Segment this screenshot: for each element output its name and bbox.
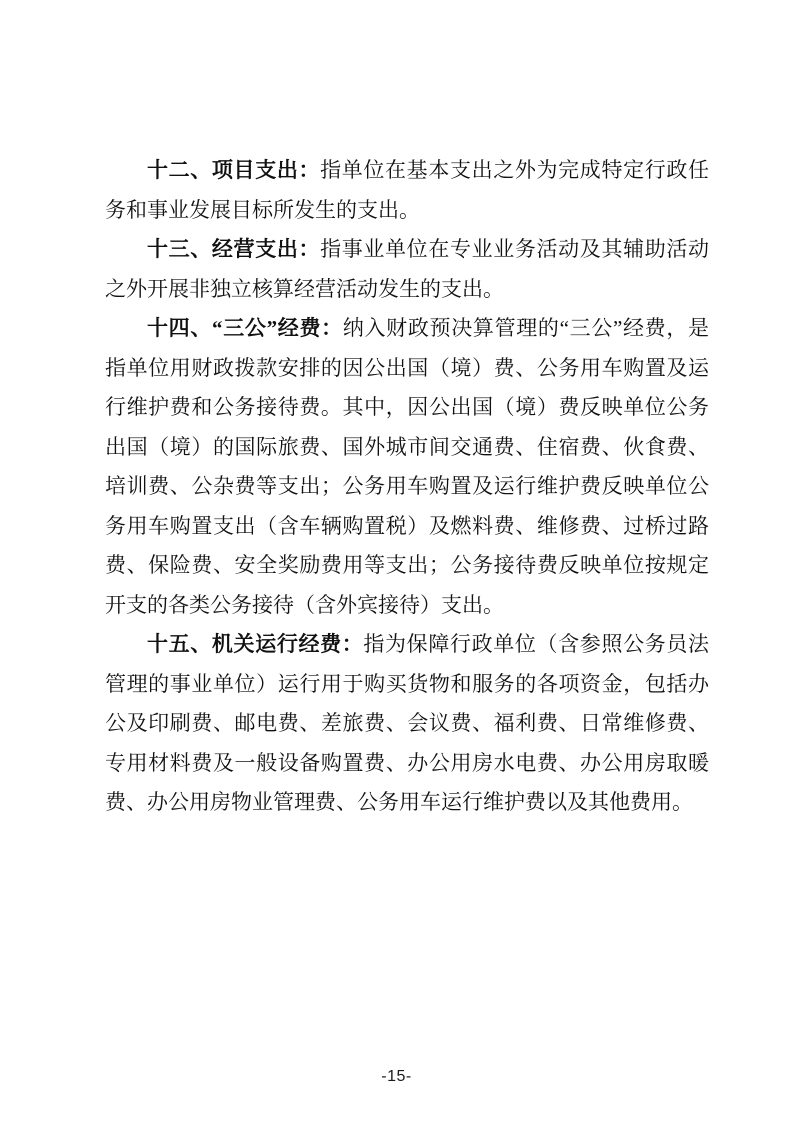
term-heading: 十四、“三公”经费： [147, 316, 343, 340]
term-heading: 十三、经营支出： [147, 237, 321, 261]
definition-paragraph-13 [105, 230, 709, 309]
term-definition: 指事业单位在专业业务活动及其辅助活动之外开展非独立核算经营活动发生的支出。 [105, 237, 710, 301]
page-number: -15- [381, 1068, 412, 1085]
definition-paragraph-14 [105, 309, 709, 625]
definition-paragraph-12 [105, 151, 709, 230]
term-heading: 十二、项目支出： [147, 158, 321, 182]
term-definition: 纳入财政预决算管理的“三公”经费，是指单位用财政拨款安排的因公出国（境）费、公务用车购置及运行维护费和公务接待费。其中，因公出国（境）费反映单位公务出国（境）的国际旅费、国外城市间交通费、住宿费、伙食费、培训费、公杂费等支出；公务用车购置及运行维护费反映单位公务用车购置支出（含车辆购置税）及燃料费、维修费、过桥过路费、保险费、安全奖励费用等支出；公务接待费反映单位按规定开支的各类公务接待（含外宾接待）支出。 [105, 316, 710, 617]
term-definition: 指单位在基本支出之外为完成特定行政任务和事业发展目标所发生的支出。 [105, 158, 710, 222]
term-definition: 指为保障行政单位（含参照公务员法管理的事业单位）运行用于购买货物和服务的各项资金，包括办公及印刷费、邮电费、差旅费、会议费、福利费、日常维修费、专用材料费及一般设备购置费、办公用房水电费、办公用房取暖费、办公用房物业管理费、公务用车运行维护费以及其他费用。 [105, 632, 710, 814]
document-body [105, 151, 709, 823]
definition-paragraph-15 [105, 625, 709, 823]
term-heading: 十五、机关运行经费： [147, 632, 364, 656]
